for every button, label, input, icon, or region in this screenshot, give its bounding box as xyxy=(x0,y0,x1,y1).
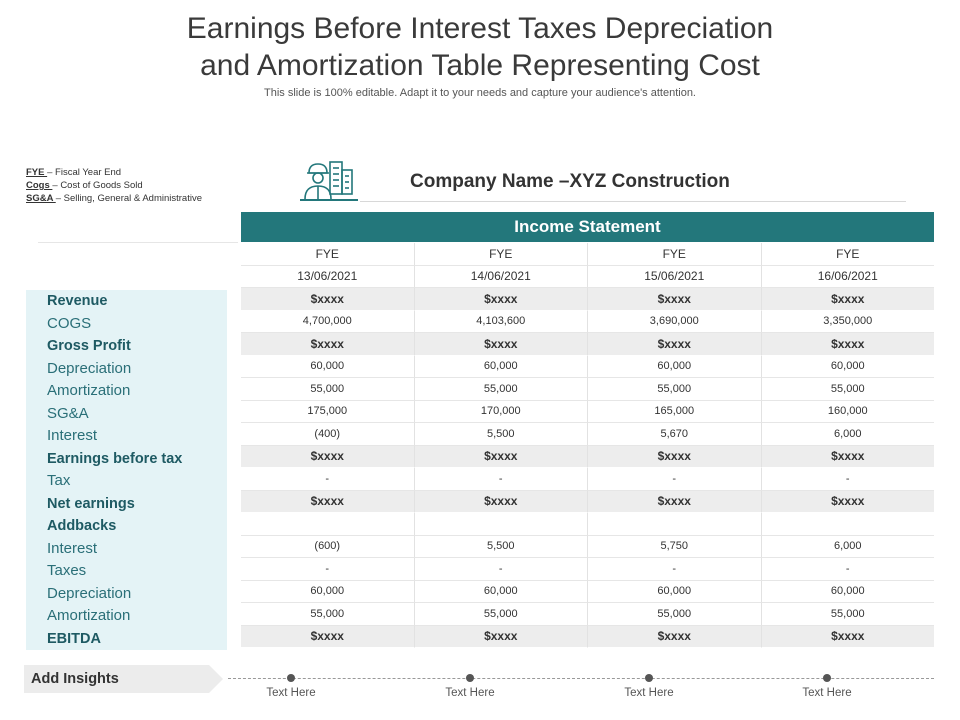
table-cell: - xyxy=(415,558,589,581)
row-labels-panel xyxy=(26,290,227,650)
table-cell: - xyxy=(762,558,935,581)
table-cell: - xyxy=(588,558,762,581)
timeline-text[interactable]: Text Here xyxy=(445,687,495,699)
row-label: Depreciation xyxy=(47,359,132,377)
table-cell: 55,000 xyxy=(241,378,415,401)
row-label: Interest xyxy=(47,427,98,444)
table-cell: $xxxx xyxy=(241,288,415,311)
table-cell: - xyxy=(241,468,415,491)
table-row xyxy=(241,513,934,536)
table-cell: - xyxy=(588,468,762,491)
row-label: Gross Profit xyxy=(47,338,131,354)
table-cell: $xxxx xyxy=(241,491,415,514)
table-cell: 165,000 xyxy=(588,401,762,424)
table-cell: $xxxx xyxy=(762,491,935,514)
table-cell: 5,500 xyxy=(415,536,589,559)
table-row xyxy=(241,491,934,514)
timeline-dot xyxy=(645,674,653,682)
glossary-item: FYE – Fiscal Year End xyxy=(26,167,122,178)
table-row xyxy=(241,536,934,559)
timeline-dot xyxy=(466,674,474,682)
row-label: Depreciation xyxy=(47,584,132,602)
table-cell: 55,000 xyxy=(241,603,415,626)
row-label: Tax xyxy=(47,472,71,489)
table-row xyxy=(241,468,934,491)
table-cell: 60,000 xyxy=(241,356,415,379)
glossary-item: Cogs – Cost of Goods Sold xyxy=(26,180,143,191)
table-cell: 60,000 xyxy=(415,581,589,604)
timeline-text[interactable]: Text Here xyxy=(266,687,316,699)
add-insights-tag[interactable] xyxy=(24,665,224,693)
table-row xyxy=(241,558,934,581)
timeline-dot xyxy=(287,674,295,682)
title-line-2: and Amortization Table Representing Cost xyxy=(200,49,760,82)
table-cell: 55,000 xyxy=(762,378,935,401)
table-row xyxy=(241,288,934,311)
table-cell: $xxxx xyxy=(588,491,762,514)
table-cell: $xxxx xyxy=(415,288,589,311)
table-row xyxy=(241,423,934,446)
table-cell: 55,000 xyxy=(415,378,589,401)
table-row xyxy=(241,446,934,469)
add-insights-label: Add Insights xyxy=(31,671,119,687)
table-cell: 60,000 xyxy=(415,356,589,379)
column-date: 16/06/2021 xyxy=(762,266,935,289)
table-cell: - xyxy=(415,468,589,491)
column-header: FYE xyxy=(762,243,935,266)
glossary xyxy=(26,166,202,205)
table-cell: $xxxx xyxy=(241,333,415,356)
table-cell: 3,350,000 xyxy=(762,311,935,334)
table-cell: 60,000 xyxy=(762,356,935,379)
table-cell: (400) xyxy=(241,423,415,446)
divider xyxy=(38,242,238,243)
column-header: FYE xyxy=(415,243,589,266)
row-label: EBITDA xyxy=(47,630,101,647)
row-label: Addbacks xyxy=(47,518,117,534)
table-cell xyxy=(762,513,935,536)
timeline-dot xyxy=(823,674,831,682)
table-date-row xyxy=(241,266,934,289)
row-label: Interest xyxy=(47,539,98,557)
table-cell: $xxxx xyxy=(241,626,415,649)
column-header: FYE xyxy=(588,243,762,266)
table-cell: 60,000 xyxy=(588,581,762,604)
table-cell: $xxxx xyxy=(762,333,935,356)
glossary-item: SG&A – Selling, General & Administrative xyxy=(26,193,203,204)
row-label: Amortization xyxy=(47,607,131,624)
table-row xyxy=(241,626,934,649)
table-cell: (600) xyxy=(241,536,415,559)
table-row xyxy=(241,603,934,626)
table-cell: 6,000 xyxy=(762,423,935,446)
title-line-1: Earnings Before Interest Taxes Depreciation xyxy=(186,12,774,45)
table-cell: $xxxx xyxy=(588,333,762,356)
table-cell: 5,750 xyxy=(588,536,762,559)
table-cell: 160,000 xyxy=(762,401,935,424)
construction-worker-building-icon xyxy=(300,156,358,202)
table-cell: 4,700,000 xyxy=(241,311,415,334)
table-cell: $xxxx xyxy=(588,626,762,649)
column-date: 14/06/2021 xyxy=(415,266,589,289)
table-cell: 55,000 xyxy=(762,603,935,626)
table-cell: - xyxy=(762,468,935,491)
table-cell: $xxxx xyxy=(415,333,589,356)
row-label: Earnings before tax xyxy=(47,450,183,467)
column-date: 15/06/2021 xyxy=(588,266,762,289)
table-cell xyxy=(415,513,589,536)
table-row xyxy=(241,311,934,334)
table-cell: 170,000 xyxy=(415,401,589,424)
table-cell: 55,000 xyxy=(588,603,762,626)
table-cell: - xyxy=(241,558,415,581)
table-row xyxy=(241,401,934,424)
timeline-text[interactable]: Text Here xyxy=(624,687,674,699)
divider xyxy=(360,201,906,202)
table-cell: $xxxx xyxy=(762,446,935,469)
table-cell: 55,000 xyxy=(415,603,589,626)
row-label: Net earnings xyxy=(47,495,135,512)
table-row xyxy=(241,356,934,379)
table-cell: 4,103,600 xyxy=(415,311,589,334)
table-cell xyxy=(241,513,415,536)
page-title xyxy=(0,10,960,84)
table-cell: $xxxx xyxy=(415,446,589,469)
income-statement-header: Income Statement xyxy=(241,212,934,242)
table-cell: $xxxx xyxy=(762,626,935,649)
table-row xyxy=(241,378,934,401)
table-header-row xyxy=(241,243,934,266)
table-cell xyxy=(588,513,762,536)
table-row xyxy=(241,581,934,604)
timeline-text[interactable]: Text Here xyxy=(802,687,852,699)
row-label: SG&A xyxy=(47,404,89,422)
table-cell: 5,500 xyxy=(415,423,589,446)
table-cell: $xxxx xyxy=(241,446,415,469)
table-cell: 175,000 xyxy=(241,401,415,424)
company-name: Company Name –XYZ Construction xyxy=(410,171,730,192)
table-cell: $xxxx xyxy=(762,288,935,311)
table-row xyxy=(241,333,934,356)
page-subtitle: This slide is 100% editable. Adapt it to your needs and capture your audience's attention. xyxy=(264,87,696,99)
table-cell: $xxxx xyxy=(588,446,762,469)
column-header: FYE xyxy=(241,243,415,266)
row-label: Revenue xyxy=(47,293,108,309)
table-cell: 5,670 xyxy=(588,423,762,446)
table-cell: 6,000 xyxy=(762,536,935,559)
table-cell: $xxxx xyxy=(588,288,762,311)
table-cell: 3,690,000 xyxy=(588,311,762,334)
income-table xyxy=(241,243,934,648)
table-cell: $xxxx xyxy=(415,626,589,649)
row-label: Taxes xyxy=(47,562,87,579)
row-label: COGS xyxy=(47,314,92,332)
table-cell: $xxxx xyxy=(415,491,589,514)
table-cell: 60,000 xyxy=(241,581,415,604)
table-cell: 55,000 xyxy=(588,378,762,401)
row-label: Amortization xyxy=(47,382,131,399)
column-date: 13/06/2021 xyxy=(241,266,415,289)
table-cell: 60,000 xyxy=(762,581,935,604)
table-cell: 60,000 xyxy=(588,356,762,379)
